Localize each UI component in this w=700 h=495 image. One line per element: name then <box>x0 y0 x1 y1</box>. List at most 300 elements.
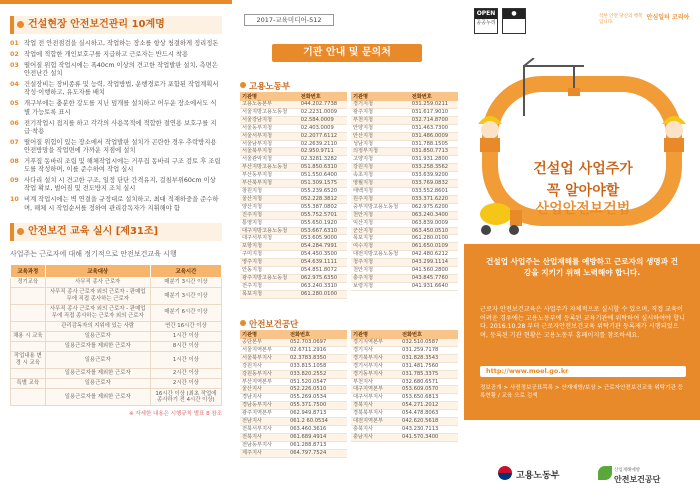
contact-office: 천안지청 <box>351 267 410 275</box>
contact-row <box>351 101 458 108</box>
edu-cell: 매분기 3시간 이상 <box>150 288 221 305</box>
contact-phone: 033.371.6220 <box>410 195 458 203</box>
rule-item <box>10 62 222 78</box>
contact-phone: 031.259.7178 <box>400 346 458 354</box>
edu-header: 교육시간 <box>150 264 221 277</box>
contact-row <box>240 418 347 426</box>
contact-office: 진주지청 <box>240 211 299 219</box>
taegeuk-icon <box>498 466 512 480</box>
edu-row <box>11 379 222 389</box>
contact-office: 영월지청 <box>351 180 410 188</box>
moel-contacts-left <box>240 92 347 299</box>
contact-row <box>351 394 458 402</box>
contact-office: 울산지사 <box>240 386 288 394</box>
contact-office: 경남지사 <box>240 394 288 402</box>
contact-office: 서울지방고용노동청 <box>240 108 299 116</box>
contact-office: 서울지역본부 <box>240 346 288 354</box>
edu-cell: 정기교육 <box>11 277 46 287</box>
edu-cell: 2시간 이상 <box>150 368 221 378</box>
rule-number: 10 <box>10 196 19 204</box>
contact-row <box>351 386 458 394</box>
contact-office: 강원동부지사 <box>240 370 288 378</box>
contact-office: 서울북부지사 <box>240 354 288 362</box>
contact-office: 대구서부지청 <box>240 235 299 243</box>
contact-row <box>351 402 458 410</box>
body-text: 근로자 안전보건교육은 사업주가 자체적으로 실시할 수 있으며, 직접 교육이 어려운 경우에는 고용노동부에 등록된 교육기관에 위탁하여 실시하여야 합니다. 2016.10.28 부터 근로자안전보건교육 위탁기관 등록제가 시행되었으며, 등록된 기관 현황은 고용노동부 홈페이지를 참조하세요. <box>480 306 686 339</box>
contact-row <box>351 243 458 251</box>
contact-header: 기관명 <box>240 92 299 101</box>
contact-office: 경기지청 <box>351 101 410 108</box>
contact-row <box>240 195 347 203</box>
contact-phone: 043.299.1114 <box>410 259 458 267</box>
rule-number: 05 <box>10 100 19 108</box>
rule-text: 작업에 적합한 개인보호구를 지급하고 근로자는 반드시 착용 <box>24 51 189 58</box>
contact-phone: 063.460.3616 <box>288 425 347 433</box>
hero-illustration <box>464 48 700 244</box>
contact-phone: 063.240.3400 <box>410 211 458 219</box>
contact-office: 전북서부지사 <box>240 425 288 433</box>
contact-office: 목포지청 <box>240 290 299 298</box>
contact-phone: 053.650.6813 <box>400 394 458 402</box>
contact-phone: 055.371.7500 <box>288 402 347 410</box>
rule-text: 떨어질 위험 작업시에는 폭40cm 이상의 견고한 작업발판 설치, 측면은 안전난간 설치 <box>24 62 218 78</box>
contact-row <box>240 140 347 148</box>
contact-office: 보령지청 <box>351 282 410 290</box>
edu-cell <box>11 304 46 321</box>
contact-phone: 044.202.7738 <box>299 101 347 108</box>
url-note: 정보공개 > 사전정보공표목록 > 산재예방/보상 > 근로자안전보건교육 위탁기관 등록현황 / 교육 으로 검색 <box>480 385 684 399</box>
contact-row <box>351 418 458 426</box>
moel-logo-text: 고용노동부 <box>516 471 560 481</box>
edu-header: 교육대상 <box>45 264 150 277</box>
contact-row <box>240 211 347 219</box>
contact-office: 고양지청 <box>351 156 410 164</box>
contact-row <box>351 156 458 164</box>
contact-row <box>240 386 347 394</box>
contact-office: 부천지청 <box>351 116 410 124</box>
rule-text: 건설장비는 장비종류 및 능력, 작업방법, 운행경로가 포함된 작업계획서 작성·이행하고, 유도자를 배치 <box>24 81 219 97</box>
moel-heading: 고용노동부 <box>240 80 290 92</box>
contact-row <box>351 172 458 180</box>
rule-item <box>10 40 222 48</box>
contact-row <box>240 251 347 259</box>
contact-row <box>351 410 458 418</box>
contact-office: 부산북부지청 <box>240 180 299 188</box>
edu-header: 교육과정 <box>11 264 46 277</box>
contact-row <box>351 195 458 203</box>
rule-item <box>10 120 222 136</box>
contact-office: 부천지사 <box>351 378 400 386</box>
contact-phone: 051.520.0547 <box>288 378 347 386</box>
worker-icon-2 <box>656 108 692 152</box>
edu-cell <box>11 341 46 351</box>
contact-header: 전화번호 <box>410 92 458 101</box>
contact-office: 전남동부지사 <box>240 441 288 449</box>
contact-office: 광주지방고용노동청 <box>240 274 299 282</box>
edu-row <box>11 352 222 369</box>
contact-phone: 043.230.7113 <box>400 425 458 433</box>
contact-office: 포항지청 <box>240 243 299 251</box>
edu-note: ※ 자세한 내용은 시행규칙 별표 8 참조 <box>129 411 222 418</box>
contact-office: 경북지사 <box>351 402 400 410</box>
rule-text: 떨어질 위험이 있는 장소에서 작업발판 설치가 곤란한 경우 추락방지용 안전방망을 작업면에 가까운 지점에 설치 <box>24 138 217 155</box>
contact-phone: 054.450.3500 <box>299 251 347 259</box>
contact-row <box>240 370 347 378</box>
contact-phone: 053.609.0570 <box>400 386 458 394</box>
edu-cell <box>11 321 46 331</box>
contact-header: 기관명 <box>351 330 400 339</box>
rule-item <box>10 196 222 212</box>
contact-office: 제주지사 <box>240 449 288 457</box>
contact-office: 서울북부지청 <box>240 148 299 156</box>
edu-cell: 16시간 이상 (최초 작업에 종사하기 전 4시간 이상) <box>150 389 221 406</box>
rule-number: 02 <box>10 51 19 58</box>
contact-row <box>240 243 347 251</box>
contact-phone: 032.714.8700 <box>410 116 458 124</box>
contact-phone: 061.280.0100 <box>410 235 458 243</box>
edu-title: 안전보건 교육 실시 [제31조] <box>10 223 222 241</box>
edu-cell: 사무직 종사 근로자 외의 근로자 - 판매업무에 직접 종사하는 근로자 외의 근로자 <box>45 304 150 321</box>
rule-number: 01 <box>10 40 19 47</box>
contact-row <box>240 346 347 354</box>
contact-office: 경기지사 <box>351 346 400 354</box>
contact-office: 대구지역본부 <box>351 386 400 394</box>
contact-phone: 061.288.8713 <box>288 441 347 449</box>
contact-phone: 02.950.9711 <box>299 148 347 156</box>
contact-header: 기관명 <box>240 330 288 339</box>
contact-row <box>240 203 347 211</box>
rule-item <box>10 139 222 155</box>
worker-icon <box>472 108 508 152</box>
rule-text: 사다리 설치 시 견고한 구조, 일정 단단 간격유지, 걸침부위60cm 이상 작업 확보, 벌어짐 및 전도방지 조치 실시 <box>24 177 216 193</box>
contact-row <box>240 132 347 140</box>
contact-phone: 053.667.6310 <box>299 227 347 235</box>
contact-office: 경북북부지사 <box>351 410 400 418</box>
contact-office: 중부지방고용노동청 <box>351 203 410 211</box>
rule-item <box>10 100 222 116</box>
middle-panel <box>232 0 464 495</box>
contact-office: 익산지청 <box>351 219 410 227</box>
contact-row <box>351 148 458 156</box>
contact-row <box>240 449 347 457</box>
contact-row <box>240 394 347 402</box>
contact-office: 안양지청 <box>351 124 410 132</box>
contact-office: 충주지청 <box>351 274 410 282</box>
contact-phone: 055.269.0534 <box>288 394 347 402</box>
contact-office: 천안지청 <box>351 211 410 219</box>
contact-phone: 031.931.2800 <box>410 156 458 164</box>
edu-cell: 작업내용 변경 시 교육 <box>11 352 46 369</box>
contact-phone: 042.620.5618 <box>400 418 458 426</box>
edu-cell: 매분기 3시간 이상 <box>150 277 221 287</box>
contact-row <box>240 124 347 132</box>
rule-text: 전기작업시 접지를 하고 각각의 사용목적에 적합한 절연용 보호구를 지급·착용 <box>24 119 217 135</box>
rules-title: 건설현장 안전보건관리 10계명 <box>10 16 222 34</box>
contact-office: 양산지청 <box>240 203 299 211</box>
kosha-leaf-icon <box>598 466 612 480</box>
contact-office: 부산동부지청 <box>240 172 299 180</box>
contact-phone: 043.845.7760 <box>410 274 458 282</box>
contact-phone: 051.550.6400 <box>299 172 347 180</box>
rule-text: 작업 전 안전점검을 실시하고, 작업하는 장소를 항상 청결하게 정리정돈 <box>24 40 219 47</box>
contact-row <box>240 156 347 164</box>
intro-text: 건설업 사업주는 산업재해를 예방하고 근로자의 생명과 건강을 지키기 위해 노력해야 합니다. <box>486 257 678 277</box>
contact-phone: 033.820.2552 <box>288 370 347 378</box>
edu-cell: 8시간 이상 <box>150 341 221 351</box>
contact-row <box>240 290 347 298</box>
edu-row <box>11 288 222 305</box>
contact-office: 고용노동본부 <box>240 101 299 108</box>
edu-row <box>11 321 222 331</box>
contact-row <box>351 227 458 235</box>
rule-item <box>10 81 222 97</box>
contact-phone: 054.639.1111 <box>299 259 347 267</box>
kosha-logo-text: 산업재해예방 안전보건공단 <box>614 468 661 484</box>
contact-office: 목포지청 <box>351 235 410 243</box>
contact-row <box>351 274 458 282</box>
edu-row <box>11 389 222 406</box>
contact-phone: 031.486.0009 <box>410 132 458 140</box>
contact-row <box>240 148 347 156</box>
contact-title: 기관 안내 및 문의처 <box>272 44 422 62</box>
contact-phone: 061.689.4914 <box>288 433 347 441</box>
contact-phone: 054.284.7991 <box>299 243 347 251</box>
contact-office: 청주지청 <box>351 259 410 267</box>
contact-phone: 054.851.8072 <box>299 267 347 275</box>
contact-phone: 062.975.6200 <box>410 203 458 211</box>
contact-phone: 033.769.0832 <box>410 180 458 188</box>
edu-cell <box>11 389 46 406</box>
edu-table <box>10 264 222 406</box>
rule-text: 비계 작업시에는 벽 연결을 규정대로 설치하고, 최대 적재하중을 준수하며, 해체 시 작업순서를 정하여 관리감독자가 지휘해야 함 <box>24 196 219 212</box>
contact-office: 대구서부지사 <box>351 394 400 402</box>
rule-text: 거푸집 동바리 조립 및 해체작업시에는 거푸집 동바리 구조 검토 후 조립도를 작성하며, 이를 준수하여 작업 실시 <box>24 158 221 174</box>
edu-cell: 채용 시 교육 <box>11 331 46 341</box>
contact-row <box>240 402 347 410</box>
edu-cell: 1시간 이상 <box>150 352 221 369</box>
contact-office: 경기지역본부 <box>351 339 400 346</box>
contact-phone: 062.975.6350 <box>299 274 347 282</box>
edu-cell: 2시간 이상 <box>150 379 221 389</box>
contact-row <box>351 124 458 132</box>
rule-number: 06 <box>10 119 19 127</box>
contact-row <box>240 108 347 116</box>
contact-row <box>351 164 458 172</box>
contact-phone: 063.450.0510 <box>410 227 458 235</box>
edu-row <box>11 368 222 378</box>
contact-office: 전주지청 <box>240 282 299 290</box>
contact-row <box>351 370 458 378</box>
contact-row <box>351 362 458 370</box>
edu-row <box>11 341 222 351</box>
rule-number: 08 <box>10 158 19 166</box>
contact-row <box>351 251 458 259</box>
contact-office: 경남동부지사 <box>240 402 288 410</box>
moel-link[interactable]: http://www.moel.go.kr <box>480 366 686 377</box>
contact-row <box>240 187 347 195</box>
contact-phone: 032.680.6571 <box>400 378 458 386</box>
rule-number: 07 <box>10 138 19 146</box>
contact-row <box>351 346 458 354</box>
contact-office: 서울동부지청 <box>240 124 299 132</box>
contact-row <box>351 259 458 267</box>
contact-office: 경기서부지사 <box>351 362 400 370</box>
cover-panel <box>464 0 700 495</box>
contact-row <box>351 433 458 441</box>
contact-header: 기관명 <box>351 92 410 101</box>
contact-header: 전화번호 <box>288 330 347 339</box>
contact-row <box>351 282 458 290</box>
contact-row <box>240 267 347 275</box>
contact-phone: 054.478.8063 <box>400 410 458 418</box>
contact-office: 성남지청 <box>351 140 410 148</box>
contact-phone: 02.3281.3282 <box>299 156 347 164</box>
edu-cell: 일용근로자 <box>45 331 150 341</box>
contact-office: 군산지청 <box>351 227 410 235</box>
contact-office: 대전지방고용노동청 <box>351 251 410 259</box>
contact-phone: 053.605.9000 <box>299 235 347 243</box>
edu-row <box>11 331 222 341</box>
contact-office: 태백지청 <box>351 187 410 195</box>
contact-row <box>240 101 347 108</box>
contact-row <box>351 425 458 433</box>
contact-row <box>351 235 458 243</box>
contact-row <box>351 378 458 386</box>
contact-phone: 052.228.3812 <box>299 195 347 203</box>
contact-phone: 052.226.0510 <box>288 386 347 394</box>
contact-office: 영주지청 <box>240 259 299 267</box>
contact-office: 여수지청 <box>351 243 410 251</box>
rule-text: 개구부에는 충분한 강도를 지닌 덮개를 설치하고 어두운 장소에서도 식별 가능토록 표시 <box>24 100 217 116</box>
hero-title-line1: 건설업 사업주가 <box>533 161 633 177</box>
contact-row <box>351 132 458 140</box>
contact-row <box>240 378 347 386</box>
contact-row <box>351 180 458 188</box>
contact-phone: 033.552.8601 <box>410 187 458 195</box>
contact-phone: 031.259.0211 <box>410 101 458 108</box>
contact-phone: 062.949.8713 <box>288 410 347 418</box>
contact-phone: 032.510.0587 <box>400 339 458 346</box>
contact-office: 서울관악지청 <box>240 156 299 164</box>
contact-phone: 031.617.9010 <box>410 108 458 116</box>
contact-phone: 055.387.0802 <box>299 203 347 211</box>
rules-list <box>10 40 222 213</box>
contact-office: 통영지청 <box>240 219 299 227</box>
contact-office: 부산지방고용노동청 <box>240 164 299 172</box>
contact-office: 광주지역본부 <box>240 410 288 418</box>
edu-cell: 연간 16시간 이상 <box>150 321 221 331</box>
contact-phone: 033.815.1058 <box>288 362 347 370</box>
contact-office: 전남지사 <box>240 418 288 426</box>
contact-phone: 02.403.0009 <box>299 124 347 132</box>
slogan: 착한 안전 당신의 행복입니다. <box>599 14 643 25</box>
edu-cell: 매분기 6시간 이상 <box>150 304 221 321</box>
edu-cell: 특별 교육 <box>11 379 46 389</box>
contact-office: 광주지청 <box>351 108 410 116</box>
contact-phone: 063.240.3310 <box>299 282 347 290</box>
edu-cell: 관리감독자의 지위에 있는 사람 <box>45 321 150 331</box>
kosha-contacts-left <box>240 330 347 458</box>
contact-office: 충북지사 <box>351 425 400 433</box>
contact-phone: 031.850.7713 <box>410 148 458 156</box>
contact-row <box>240 410 347 418</box>
document-number: 2017-교육미디어-512 <box>244 14 334 26</box>
contact-row <box>240 180 347 188</box>
edu-cell <box>11 288 46 305</box>
license-logos <box>474 8 526 34</box>
contact-phone: 02.2077.6112 <box>299 132 347 140</box>
contact-row <box>351 116 458 124</box>
contact-phone: 064.797.7524 <box>288 449 347 457</box>
moel-contacts-right <box>351 92 458 291</box>
contact-office: 안동지청 <box>240 267 299 275</box>
contact-row <box>351 267 458 275</box>
copyright-icon: ● <box>502 8 526 34</box>
rule-number: 04 <box>10 81 19 89</box>
contact-phone: 02.6711.2916 <box>288 346 347 354</box>
contact-phone: 052.703.0697 <box>288 339 347 346</box>
brand-logo: 안심일터 코리아 <box>646 14 690 21</box>
edu-cell: 일용근로자를 제외한 근로자 <box>45 368 150 378</box>
edu-row <box>11 304 222 321</box>
contact-office: 서울강남지청 <box>240 116 299 124</box>
contact-row <box>240 116 347 124</box>
contact-office: 창원지청 <box>240 187 299 195</box>
contact-row <box>240 274 347 282</box>
rule-item <box>10 177 222 193</box>
contact-header: 전화번호 <box>299 92 347 101</box>
footer-logos <box>464 420 700 495</box>
contact-row <box>240 164 347 172</box>
contact-row <box>351 211 458 219</box>
contact-office: 안산지청 <box>351 132 410 140</box>
top-stripe <box>0 0 232 4</box>
contact-header: 전화번호 <box>400 330 458 339</box>
edu-cell: 일용근로자 <box>45 352 150 369</box>
crane-icon <box>514 58 594 118</box>
contact-phone: 041.931.6640 <box>410 282 458 290</box>
open-logo: OPEN 공공누리 <box>474 8 498 34</box>
contact-office: 서울서부지청 <box>240 132 299 140</box>
contact-phone: 055.752.5701 <box>299 211 347 219</box>
contact-phone: 02.2231.0009 <box>299 108 347 116</box>
contact-row <box>240 441 347 449</box>
contact-row <box>240 172 347 180</box>
contact-phone: 061.280.0100 <box>299 290 347 298</box>
contact-phone: 031.463.7300 <box>410 124 458 132</box>
hero-title-line2: 꼭 알아야할 <box>546 183 620 199</box>
contact-office: 경기북부지사 <box>351 354 400 362</box>
contact-office: 공단본부 <box>240 339 288 346</box>
contact-row <box>351 108 458 116</box>
contact-office: 대구지방고용노동청 <box>240 227 299 235</box>
contact-row <box>351 187 458 195</box>
contact-phone: 031.785.3375 <box>400 370 458 378</box>
info-box <box>464 244 700 420</box>
contact-phone: 041.570.3400 <box>400 433 458 441</box>
contact-phone: 031.788.1505 <box>410 140 458 148</box>
contact-phone: 061.2 60.0534 <box>288 418 347 426</box>
contact-row <box>240 235 347 243</box>
contact-office: 서울남부지청 <box>240 140 299 148</box>
contact-row <box>351 354 458 362</box>
contact-row <box>351 219 458 227</box>
contact-phone: 041.560.2800 <box>410 267 458 275</box>
kosha-contacts-right <box>351 330 458 442</box>
contact-row <box>240 282 347 290</box>
contact-office: 강원지청 <box>351 164 410 172</box>
kosha-heading: 안전보건공단 <box>240 318 298 330</box>
